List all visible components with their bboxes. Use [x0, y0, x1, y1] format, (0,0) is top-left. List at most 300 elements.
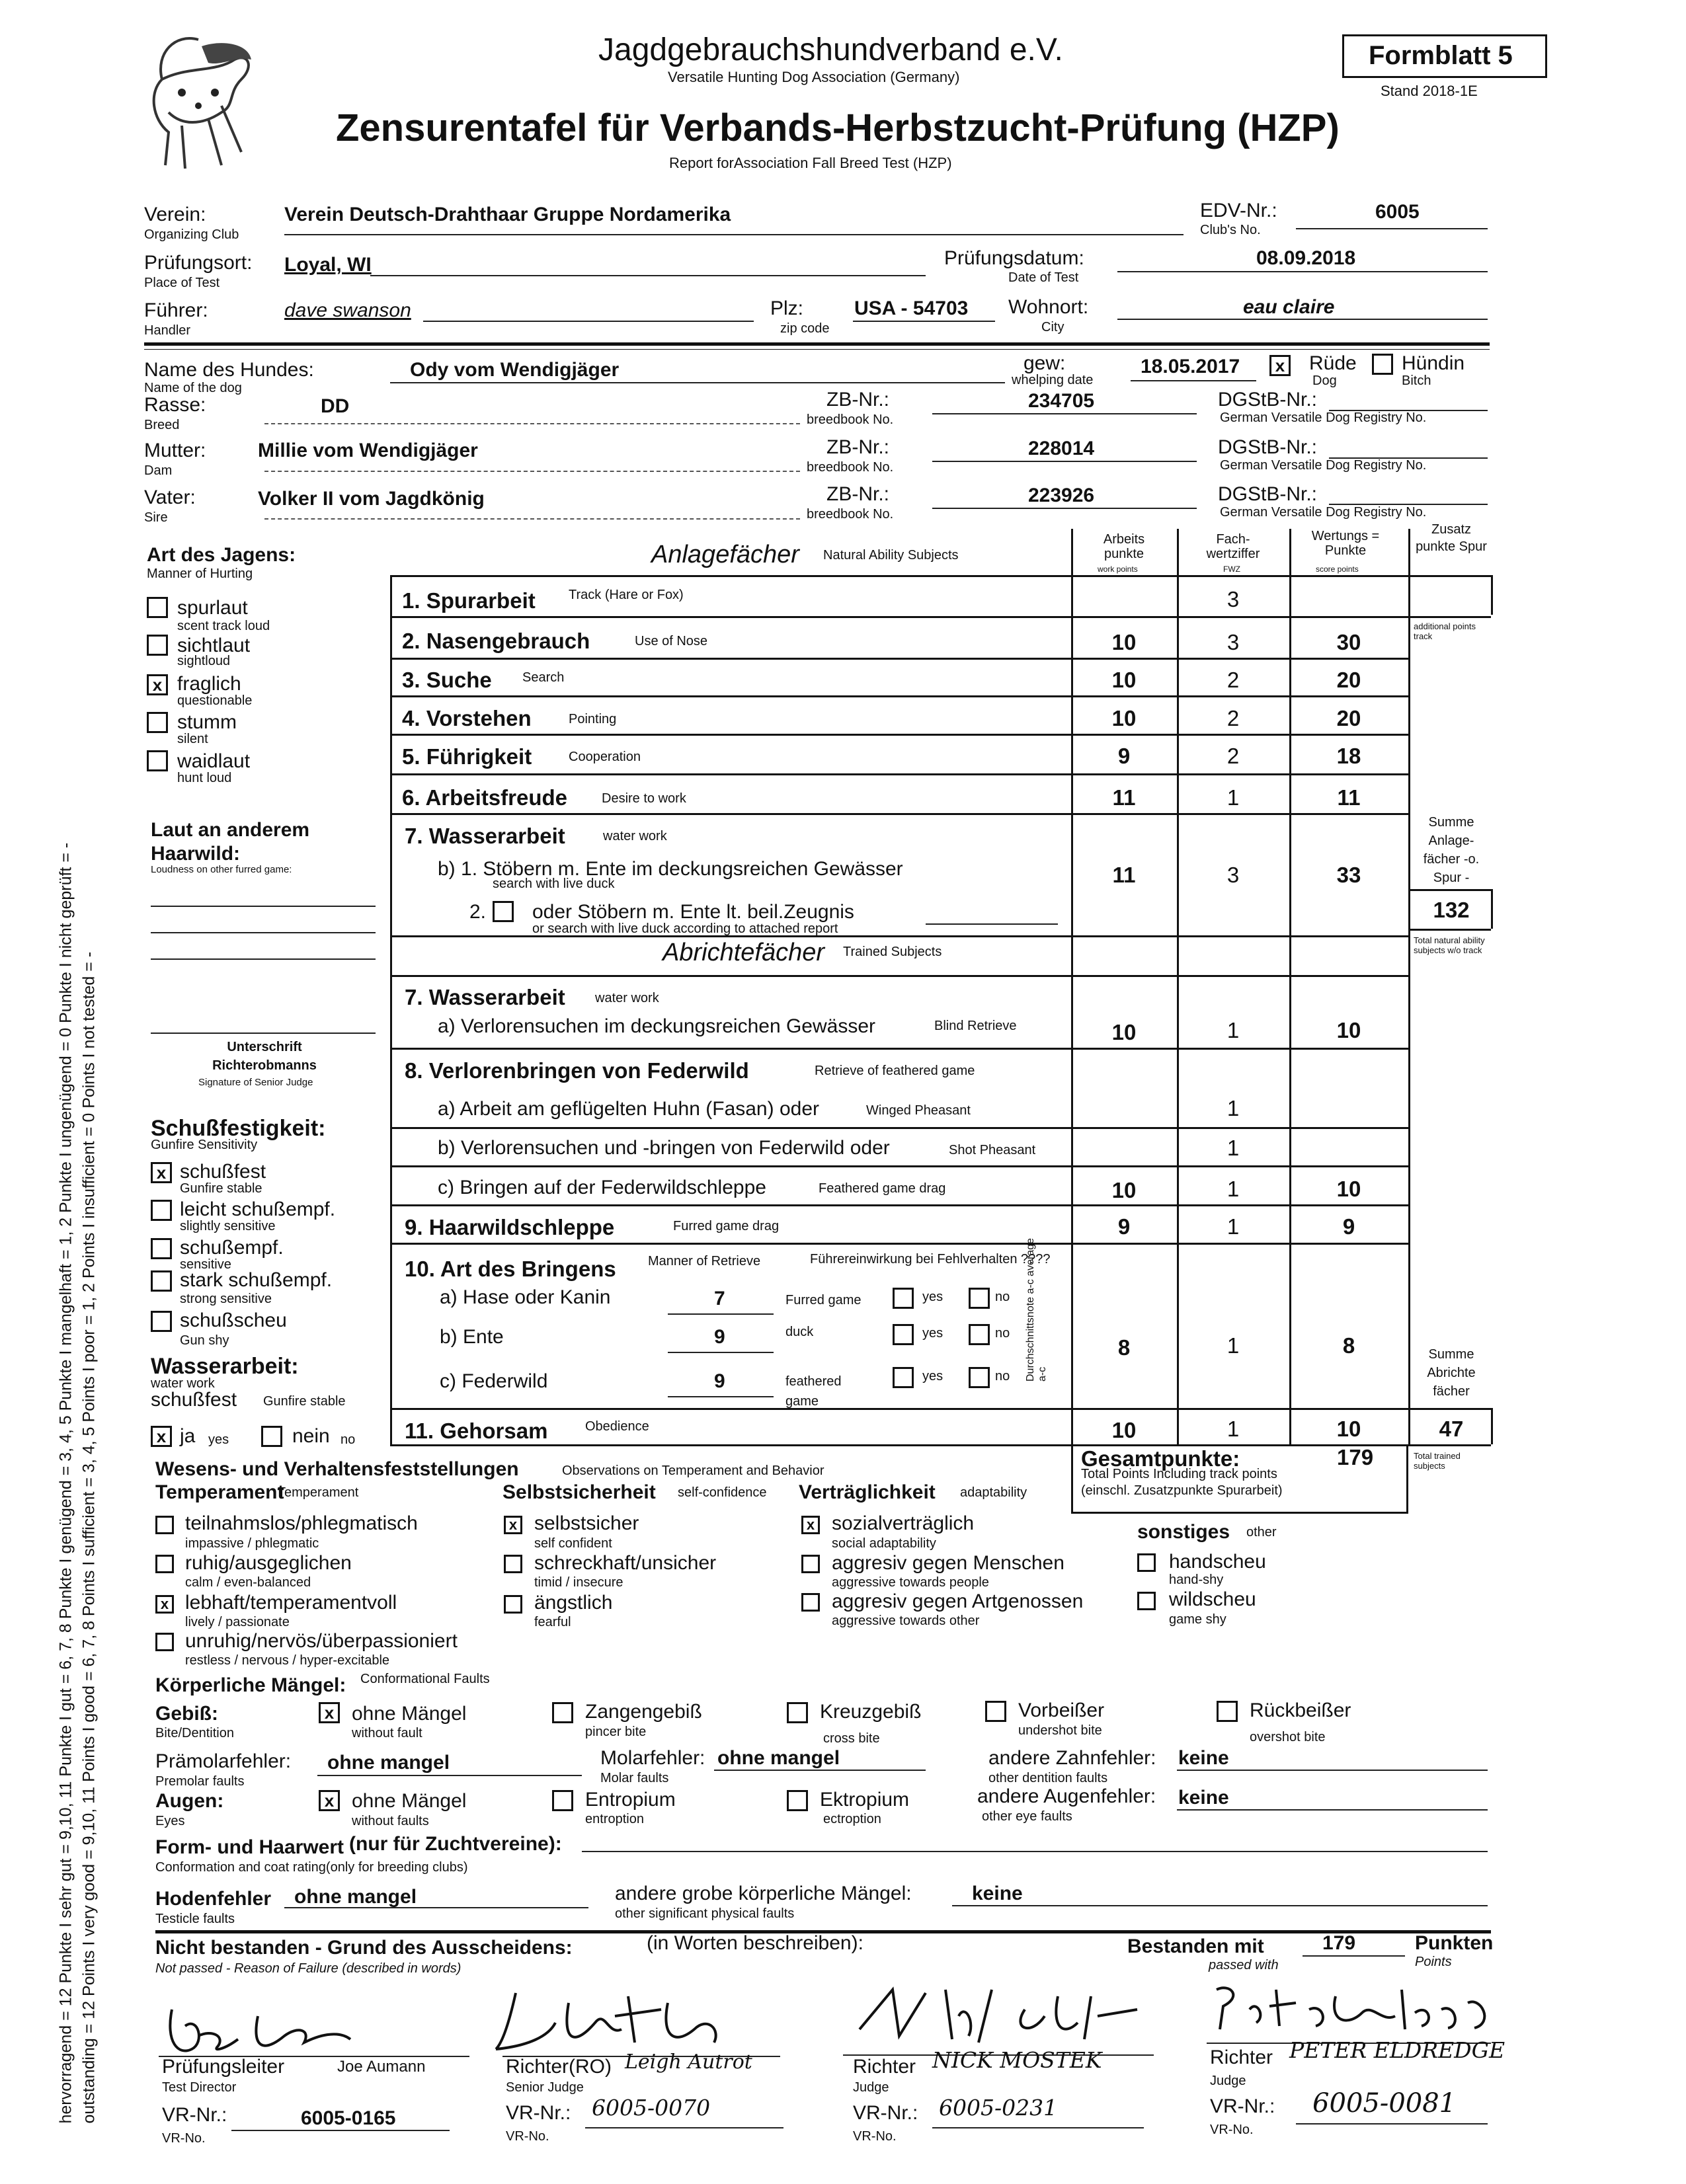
association-name: Jagdgebrauchshundverband e.V.	[598, 32, 1063, 67]
bite-overshot-checkbox[interactable]	[1217, 1701, 1238, 1722]
judge1-name: NICK MOSTEK	[932, 2047, 1102, 2073]
row-arbeitsfreude-score: 11	[1337, 785, 1361, 810]
association-logo	[136, 26, 261, 178]
fraglich-en: questionable	[177, 693, 253, 708]
row-nasengebrauch-factor: 3	[1226, 630, 1240, 654]
bite-cross-en: cross bite	[823, 1731, 880, 1746]
eyes-ektropium-label: Ektropium	[820, 1789, 910, 1811]
edv-value: 6005	[1375, 201, 1420, 223]
bite-pincer-en: pincer bite	[585, 1725, 647, 1739]
water-no-checkbox[interactable]	[261, 1426, 282, 1447]
club-value: Verein Deutsch-Drahthaar Gruppe Nordamerika	[284, 204, 731, 225]
temperament-section-en: Observations on Temperament and Behavior	[562, 1463, 824, 1478]
gunfire-strong-checkbox[interactable]	[151, 1270, 172, 1292]
page-title: Zensurentafel für Verbands-Herbstzucht-Prüfung (HZP)	[336, 106, 1340, 149]
sichtlaut-checkbox[interactable]	[147, 635, 168, 656]
retrieve-feathered-note: 9	[714, 1370, 725, 1392]
stumm-checkbox[interactable]	[147, 712, 168, 733]
gunfire-shy-label: schußscheu	[180, 1309, 287, 1331]
waidlaut-label: waidlaut	[177, 750, 251, 772]
row-wasserarbeit-label: 7. Wasserarbeit	[405, 824, 565, 848]
conf-selfconfident-en: self confident	[534, 1536, 612, 1551]
dog-zb-value: 234705	[1028, 390, 1095, 412]
retrieve-hare-yes-checkbox[interactable]	[893, 1288, 914, 1309]
other-phys-en: other significant physical faults	[615, 1906, 795, 1921]
adapt-people-en: aggressive towards people	[832, 1575, 989, 1590]
edv-label-en: Club's No.	[1200, 223, 1261, 237]
testicle-value: ohne mangel	[294, 1886, 417, 1908]
row-water-b2-checkbox[interactable]	[493, 901, 514, 922]
col-factor-header-en: FWZ	[1223, 565, 1240, 574]
senior-sign-en: Signature of Senior Judge	[198, 1077, 313, 1088]
row-drag-sub: c) Bringen auf der Federwildschleppe	[438, 1177, 766, 1198]
natural-title-en: Natural Ability Subjects	[823, 548, 959, 563]
conf-selfconfident-checkbox[interactable]: x	[504, 1516, 522, 1534]
row-obedience-factor: 1	[1226, 1417, 1240, 1441]
row-trained-water-en: water work	[595, 991, 659, 1005]
row-shot-sub-en: Shot Pheasant	[949, 1143, 1036, 1157]
sum-natural-value: 132	[1433, 898, 1470, 922]
premolar-value: ohne mangel	[327, 1752, 450, 1774]
eyes-label-en: Eyes	[155, 1814, 185, 1828]
waidlaut-checkbox[interactable]	[147, 750, 168, 771]
row-nasengebrauch-score: 30	[1336, 630, 1361, 654]
eyes-entropium-label: Entropium	[585, 1789, 676, 1811]
adapt-social-checkbox[interactable]: x	[801, 1516, 820, 1534]
sum-trained-value: 47	[1439, 1417, 1464, 1441]
female-label-en: Bitch	[1402, 373, 1431, 388]
row-furred-drag-en: Furred game drag	[673, 1219, 780, 1233]
row-manner-retrieve-work: 8	[1117, 1335, 1131, 1360]
other-phys-value: keine	[972, 1883, 1023, 1904]
gunfire-strong-label: stark schußempf.	[180, 1269, 333, 1291]
sire-zb-label-en: breedbook No.	[807, 507, 894, 522]
water-yes-label: ja	[180, 1425, 196, 1447]
retrieve-duck-yes: yes	[922, 1326, 943, 1341]
retrieve-duck-label: b) Ente	[440, 1326, 504, 1348]
row-manner-retrieve-en: Manner of Retrieve	[648, 1254, 761, 1268]
molar-value: ohne mangel	[717, 1747, 840, 1769]
fail-en: Not passed - Reason of Failure (described in words)	[155, 1961, 462, 1976]
row-trained-water-work: 10	[1111, 1020, 1137, 1044]
row-obedience-label: 11. Gehorsam	[405, 1419, 548, 1443]
association-name-en: Versatile Hunting Dog Association (Germany)	[668, 69, 960, 85]
coat-label: Form- und Haarwert	[155, 1836, 344, 1858]
other-teeth-value: keine	[1178, 1747, 1229, 1769]
dam-dgstb-label-en: German Versatile Dog Registry No.	[1220, 458, 1427, 473]
col-work-header: Arbeits punkte	[1103, 532, 1145, 561]
other-handshy-checkbox[interactable]	[1137, 1553, 1156, 1572]
total-en: Total Points Including track points	[1081, 1467, 1277, 1481]
adapt-other-checkbox[interactable]	[801, 1593, 820, 1612]
row-drag-work: 10	[1111, 1178, 1137, 1202]
row-spurarbeit-factor: 3	[1226, 587, 1240, 611]
premolar-label: Prämolarfehler:	[155, 1750, 292, 1772]
dog-name-label: Name des Hundes:	[144, 359, 314, 381]
water-yes-checkbox[interactable]: x	[151, 1426, 172, 1447]
eyes-entropium-en: entroption	[585, 1812, 644, 1826]
other-gameshy-en: game shy	[1169, 1612, 1226, 1627]
senior-judge-signature	[489, 1983, 741, 2056]
director-vr-label: VR-Nr.:	[162, 2104, 227, 2126]
water-gunfire-title: Wasserarbeit:	[151, 1354, 299, 1379]
total-value: 179	[1337, 1445, 1374, 1469]
testicle-en: Testicle faults	[155, 1912, 235, 1926]
extra-note: additional points track	[1414, 621, 1476, 641]
row-suche-label: 3. Suche	[402, 668, 492, 692]
conf-fearful-checkbox[interactable]	[504, 1595, 522, 1614]
temp-calm-en: calm / even-balanced	[185, 1575, 311, 1590]
dog-dgstb-label: DGStB-Nr.:	[1218, 389, 1318, 410]
page-subtitle: Report forAssociation Fall Breed Test (HZP)	[669, 155, 952, 171]
judge1-label: Richter	[853, 2056, 916, 2078]
row-shot-sub: b) Verlorensuchen und -bringen von Federwild oder	[438, 1137, 890, 1159]
row-water-b1: b) 1. Stöbern m. Ente im deckungsreichen Gewässer	[438, 858, 903, 880]
female-label: Hündin	[1402, 352, 1465, 374]
pass-value: 179	[1322, 1932, 1356, 1954]
pass-label: Bestanden mit	[1127, 1935, 1264, 1957]
gunfire-stable-en: Gunfire stable	[180, 1181, 262, 1196]
adapt-title: Verträglichkeit	[799, 1481, 936, 1503]
row-drag-sub-en: Feathered game drag	[819, 1181, 946, 1196]
judge2-signature	[1203, 1976, 1507, 2036]
conf-timid-checkbox[interactable]	[504, 1555, 522, 1573]
gunfire-light-checkbox[interactable]	[151, 1200, 172, 1221]
sire-dgstb-label: DGStB-Nr.:	[1218, 483, 1318, 505]
adapt-people-label: aggresiv gegen Menschen	[832, 1552, 1064, 1574]
row-drag-score: 10	[1336, 1177, 1361, 1201]
retrieve-hare-en: Furred game	[785, 1293, 862, 1307]
row-trained-water-factor: 1	[1226, 1018, 1240, 1042]
row-drag-factor: 1	[1226, 1177, 1240, 1201]
row-spurarbeit-en: Track (Hare or Fox)	[569, 588, 684, 602]
temp-restless-label: unruhig/nervös/überpassioniert	[185, 1630, 458, 1652]
female-checkbox[interactable]	[1372, 354, 1393, 375]
plz-label: Plz:	[770, 297, 804, 319]
row-obedience-work: 10	[1111, 1418, 1137, 1442]
water-gunfire-stable: schußfest	[151, 1389, 237, 1411]
row-furred-drag-score: 9	[1342, 1214, 1355, 1239]
male-checkbox[interactable]: x	[1269, 355, 1291, 376]
sum-trained-label: Summe Abrichte fächer	[1427, 1347, 1476, 1399]
whelp-label: gew:	[1024, 352, 1066, 374]
gunfire-light-en: slightly sensitive	[180, 1219, 276, 1233]
judge1-vr: 6005-0231	[939, 2095, 1058, 2121]
retrieve-duck-no-checkbox[interactable]	[969, 1324, 990, 1345]
bite-undershot-checkbox[interactable]	[985, 1701, 1006, 1722]
fail-label-2: (in Worten beschreiben):	[647, 1932, 863, 1954]
spurlaut-checkbox[interactable]	[147, 597, 168, 618]
handler-label-en: Handler	[144, 323, 191, 338]
judge2-vr-en: VR-No.	[1210, 2123, 1254, 2137]
retrieve-hare-note: 7	[714, 1288, 725, 1309]
other-game-en: Loudness on other furred game:	[151, 864, 292, 875]
dam-zb-value: 228014	[1028, 438, 1095, 459]
retrieve-duck-yes-checkbox[interactable]	[893, 1324, 914, 1345]
row-winged-factor: 1	[1226, 1096, 1240, 1120]
row-furred-drag-work: 9	[1117, 1214, 1131, 1239]
row-suche-work: 10	[1111, 668, 1137, 692]
pass-points-en: Points	[1415, 1955, 1452, 1969]
water-no-en: no	[341, 1432, 356, 1447]
row-vorstehen-factor: 2	[1226, 706, 1240, 730]
form-stand: Stand 2018-1E	[1381, 83, 1478, 99]
row-obedience-score: 10	[1336, 1417, 1361, 1441]
other-teeth-label: andere Zahnfehler:	[988, 1747, 1156, 1769]
temp-calm-checkbox[interactable]	[155, 1555, 174, 1573]
director-vr: 6005-0165	[301, 2107, 396, 2129]
bite-overshot-en: overshot bite	[1250, 1730, 1326, 1744]
pass-points: Punkten	[1415, 1932, 1494, 1954]
molar-en: Molar faults	[600, 1771, 669, 1785]
judge2-name: PETER ELDREDGE	[1289, 2037, 1505, 2063]
adapt-title-en: adaptability	[960, 1485, 1027, 1500]
row-manner-retrieve-factor: 1	[1226, 1333, 1240, 1358]
handler-influence-note: Führereinwirkung bei Fehlverhalten ????	[810, 1252, 1051, 1267]
row-shot-factor: 1	[1226, 1136, 1240, 1160]
molar-label: Molarfehler:	[600, 1747, 705, 1769]
row-nasengebrauch-label: 2. Nasengebrauch	[402, 629, 590, 653]
sire-zb-value: 223926	[1028, 485, 1095, 506]
sichtlaut-label: sichtlaut	[177, 635, 251, 656]
spurlaut-en: scent track loud	[177, 619, 270, 633]
senior-sign-title: Unterschrift Richterobmanns	[212, 1040, 317, 1073]
director-en: Test Director	[162, 2080, 237, 2095]
conf-fearful-label: ängstlich	[534, 1592, 613, 1614]
male-label: Rüde	[1309, 352, 1357, 374]
temp-lively-en: lively / passionate	[185, 1615, 290, 1629]
judge2-vr: 6005-0081	[1312, 2088, 1457, 2119]
retrieve-feathered-label: c) Federwild	[440, 1370, 548, 1392]
retrieve-duck-en: duck	[785, 1325, 814, 1339]
waidlaut-en: hunt loud	[177, 771, 232, 785]
bite-ok-checkbox[interactable]: x	[319, 1702, 340, 1723]
place-value: Loyal, WI	[284, 254, 372, 276]
retrieve-feathered-no-checkbox[interactable]	[969, 1367, 990, 1388]
col-extra-header: Zusatz punkte Spur	[1416, 522, 1487, 554]
row-obedience-en: Obedience	[585, 1419, 649, 1434]
eyes-entropium-checkbox[interactable]	[552, 1790, 573, 1811]
faults-title: Körperliche Mängel:	[155, 1674, 346, 1696]
other-phys-label: andere grobe körperliche Mängel:	[615, 1883, 912, 1904]
place-label-en: Place of Test	[144, 276, 220, 290]
side-legend-1: hervorragend = 12 Punkte I sehr gut = 9,10, 11 Punkte I gut = 6, 7, 8 Punkte I genügend = 3, 4, 5 Punkte I mangelhaft = 1, 2 Punkte I ungenügend = 0 Punkte I nicht geprüft = -	[56, 842, 75, 2124]
handler-label: Führer:	[144, 299, 208, 321]
row-arbeitsfreude-label: 6. Arbeitsfreude	[402, 785, 568, 810]
senior-judge-name: Leigh Autrot	[625, 2050, 752, 2074]
bite-label-en: Bite/Dentition	[155, 1726, 234, 1740]
row-winged-sub: a) Arbeit am geflügelten Huhn (Fasan) oder	[438, 1098, 819, 1120]
retrieve-duck-no: no	[995, 1326, 1010, 1341]
temp-impassive-checkbox[interactable]	[155, 1516, 174, 1534]
fail-label: Nicht bestanden - Grund des Ausscheidens:	[155, 1937, 573, 1959]
sire-zb-label: ZB-Nr.:	[826, 483, 889, 505]
temp-restless-en: restless / nervous / hyper-excitable	[185, 1653, 390, 1668]
adapt-other-label: aggresiv gegen Artgenossen	[832, 1590, 1084, 1612]
water-no-label: nein	[292, 1425, 330, 1447]
row-arbeitsfreude-work: 11	[1112, 785, 1136, 810]
date-label: Prüfungsdatum:	[944, 247, 1084, 269]
senior-judge-vr-label: VR-Nr.:	[506, 2102, 571, 2124]
edv-label: EDV-Nr.:	[1200, 200, 1277, 221]
conf-title-en: self-confidence	[678, 1485, 767, 1500]
row-fuehrigkeit-score: 18	[1336, 744, 1361, 768]
adapt-other-en: aggressive towards other	[832, 1614, 980, 1628]
trained-title: Abrichtefächer	[662, 939, 825, 966]
row-trained-water-score: 10	[1336, 1018, 1361, 1042]
adapt-social-label: sozialverträglich	[832, 1512, 975, 1534]
bite-ok-en: without fault	[352, 1726, 422, 1740]
other-eyes-en: other eye faults	[982, 1809, 1072, 1824]
place-label: Prüfungsort:	[144, 252, 253, 274]
row-arbeitsfreude-en: Desire to work	[602, 791, 686, 806]
bite-cross-checkbox[interactable]	[787, 1702, 808, 1723]
bite-pincer-label: Zangengebiß	[585, 1701, 702, 1723]
trained-title-en: Trained Subjects	[843, 945, 942, 959]
judge1-en: Judge	[853, 2080, 889, 2095]
sire-value: Volker II vom Jagdkönig	[258, 488, 485, 510]
gunfire-stable-checkbox[interactable]: x	[151, 1162, 172, 1183]
city-value: eau claire	[1243, 296, 1335, 318]
sum-natural-en: Total natural ability subjects w/o track	[1414, 935, 1485, 955]
dam-label-en: Dam	[144, 463, 173, 478]
row-water-b2: 2.	[469, 901, 487, 923]
other-handshy-en: hand-shy	[1169, 1573, 1224, 1587]
gunfire-sensitive-checkbox[interactable]	[151, 1238, 172, 1259]
row-wasserarbeit-score: 33	[1336, 863, 1361, 887]
retrieve-hare-yes: yes	[922, 1290, 943, 1304]
gunfire-title-en: Gunfire Sensitivity	[151, 1138, 258, 1152]
total-label: Gesamtpunkte:	[1081, 1446, 1240, 1471]
form-id: Formblatt 5	[1369, 41, 1513, 70]
row-vorstehen-label: 4. Vorstehen	[402, 706, 532, 730]
eyes-ok-label: ohne Mängel	[352, 1790, 467, 1812]
temp-title: Temperament	[155, 1481, 284, 1503]
eyes-ok-checkbox[interactable]: x	[319, 1790, 340, 1811]
adapt-people-checkbox[interactable]	[801, 1555, 820, 1573]
pass-en: passed with	[1209, 1958, 1279, 1972]
eyes-label: Augen:	[155, 1790, 224, 1812]
premolar-en: Premolar faults	[155, 1774, 245, 1789]
gunfire-light-label: leicht schußempf.	[180, 1198, 336, 1220]
gunfire-stable-label: schußfest	[180, 1161, 266, 1183]
whelp-value: 18.05.2017	[1141, 356, 1240, 377]
row-suche-score: 20	[1336, 668, 1361, 692]
judge1-vr-label: VR-Nr.:	[853, 2102, 918, 2124]
retrieve-hare-no-checkbox[interactable]	[969, 1288, 990, 1309]
other-gameshy-label: wildscheu	[1169, 1588, 1256, 1610]
senior-judge-en: Senior Judge	[506, 2080, 584, 2095]
other-handshy-label: handscheu	[1169, 1551, 1266, 1573]
row-water-b1-en: search with live duck	[493, 877, 615, 891]
row-suche-en: Search	[522, 670, 565, 685]
col-factor-header: Fach- wertziffer	[1206, 532, 1260, 561]
row-manner-retrieve-score: 8	[1342, 1333, 1355, 1358]
gunfire-title: Schußfestigkeit:	[151, 1116, 326, 1141]
gunfire-sensitive-en: sensitive	[180, 1257, 231, 1272]
bite-undershot-label: Vorbeißer	[1018, 1699, 1105, 1721]
breed-zb-label: ZB-Nr.:	[826, 389, 889, 410]
date-value: 08.09.2018	[1256, 247, 1356, 269]
row-water-b2-text: oder Stöbern m. Ente lt. beil.Zeugnis	[532, 901, 854, 923]
senior-judge-label: Richter(RO)	[506, 2056, 612, 2078]
director-vr-en: VR-No.	[162, 2131, 206, 2146]
director-signature	[159, 1990, 357, 2062]
dam-label: Mutter:	[144, 440, 206, 461]
sire-label: Vater:	[144, 487, 196, 508]
adapt-social-en: social adaptability	[832, 1536, 936, 1551]
bite-pincer-checkbox[interactable]	[552, 1702, 573, 1723]
other-eyes-label: andere Augenfehler:	[977, 1785, 1156, 1807]
temp-impassive-en: impassive / phlegmatic	[185, 1536, 319, 1551]
breed-value: DD	[321, 395, 350, 417]
hunting-title: Art des Jagens:	[147, 544, 296, 566]
retrieve-feathered-yes-checkbox[interactable]	[893, 1367, 914, 1388]
judge1-vr-en: VR-No.	[853, 2129, 897, 2144]
whelp-label-en: whelping date	[1012, 373, 1094, 387]
dog-dgstb-label-en: German Versatile Dog Registry No.	[1220, 410, 1427, 425]
coat-en: Conformation and coat rating(only for breeding clubs)	[155, 1860, 468, 1875]
conf-fearful-en: fearful	[534, 1615, 571, 1629]
row-fuehrigkeit-en: Cooperation	[569, 750, 641, 764]
sire-label-en: Sire	[144, 510, 168, 525]
club-label-en: Organizing Club	[144, 227, 239, 242]
fraglich-checkbox[interactable]: x	[147, 674, 168, 695]
row-arbeitsfreude-factor: 1	[1226, 785, 1240, 810]
retrieve-feathered-yes: yes	[922, 1369, 943, 1384]
row-trained-water-sub-en: Blind Retrieve	[934, 1019, 1017, 1033]
sire-dgstb-label-en: German Versatile Dog Registry No.	[1220, 505, 1427, 520]
col-score-header-en: score points	[1316, 565, 1359, 574]
conf-timid-en: timid / insecure	[534, 1575, 623, 1590]
dog-name-value: Ody vom Wendigjäger	[410, 359, 620, 381]
plz-label-en: zip code	[780, 321, 830, 336]
retrieve-duck-note: 9	[714, 1326, 725, 1348]
retrieve-feathered-en: feathered game	[785, 1374, 842, 1409]
retrieve-hare-no: no	[995, 1290, 1010, 1304]
gunfire-shy-en: Gun shy	[180, 1333, 229, 1348]
judge2-label: Richter	[1210, 2047, 1273, 2068]
eyes-ektropium-checkbox[interactable]	[787, 1790, 808, 1811]
temp-restless-checkbox[interactable]	[155, 1633, 174, 1651]
row-retrieve-feathered-label: 8. Verlorenbringen von Federwild	[405, 1058, 749, 1083]
bite-cross-label: Kreuzgebiß	[820, 1701, 922, 1723]
retrieve-hare-label: a) Hase oder Kanin	[440, 1286, 611, 1308]
gunfire-strong-en: strong sensitive	[180, 1292, 272, 1306]
handler-value: dave swanson	[284, 299, 411, 321]
row-vorstehen-score: 20	[1336, 706, 1361, 730]
other-gameshy-checkbox[interactable]	[1137, 1592, 1156, 1610]
row-nasengebrauch-en: Use of Nose	[635, 634, 708, 648]
judge2-en: Judge	[1210, 2074, 1246, 2088]
conf-selfconfident-label: selbstsicher	[534, 1512, 639, 1534]
temp-lively-checkbox[interactable]: x	[155, 1595, 174, 1614]
dam-value: Millie vom Wendigjäger	[258, 440, 478, 461]
other-teeth-en: other dentition faults	[988, 1771, 1108, 1785]
dam-dgstb-label: DGStB-Nr.:	[1218, 436, 1318, 458]
water-gunfire-en: water work	[151, 1376, 215, 1391]
stumm-label: stumm	[177, 711, 237, 733]
gunfire-shy-checkbox[interactable]	[151, 1311, 172, 1332]
water-yes-en: yes	[208, 1432, 229, 1447]
row-nasengebrauch-work: 10	[1111, 630, 1137, 654]
city-label-en: City	[1041, 320, 1064, 334]
row-fuehrigkeit-label: 5. Führigkeit	[402, 744, 532, 769]
judge1-signature	[853, 1976, 1150, 2049]
hunting-title-en: Manner of Hurting	[147, 566, 253, 581]
water-gunfire-stable-en: Gunfire stable	[263, 1394, 346, 1409]
col-work-header-en: work points	[1098, 565, 1138, 574]
